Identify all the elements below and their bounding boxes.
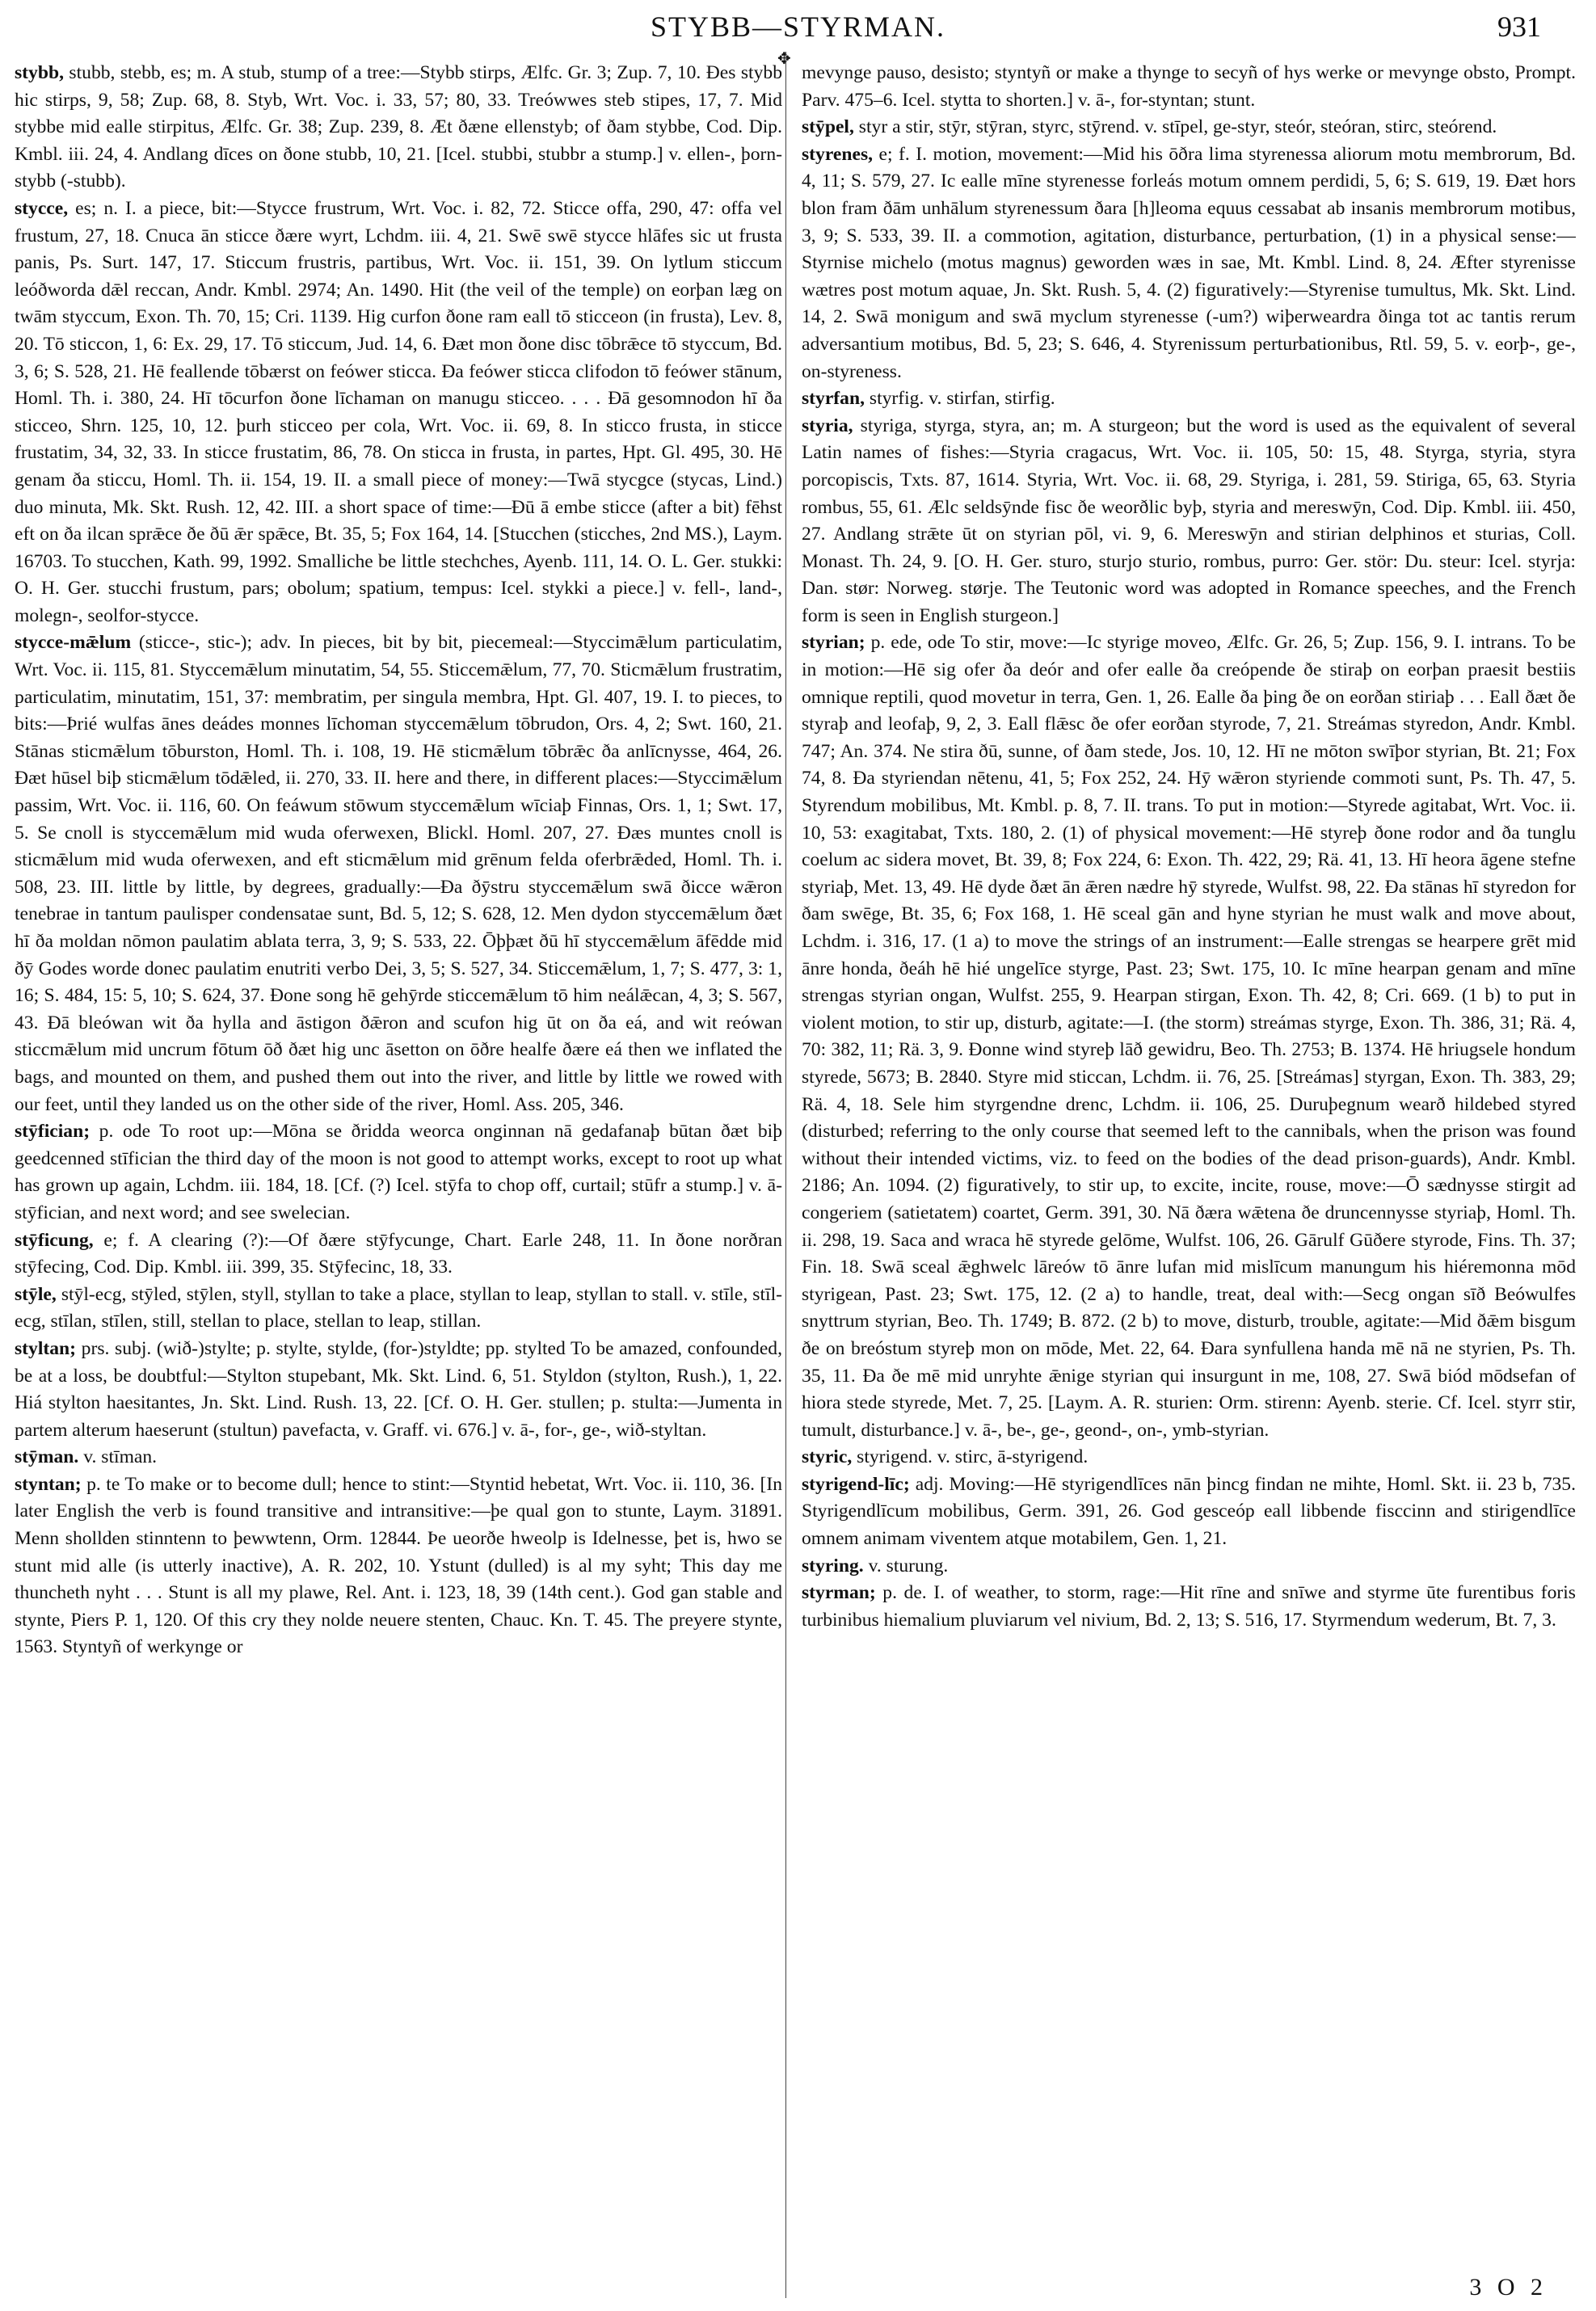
entry-headword: stȳle, [15,1283,57,1305]
dictionary-entry [802,1553,1576,1581]
entry-headword: styrman; [802,1582,876,1604]
column-divider-ornament: ✥ [777,50,791,68]
dictionary-entry [802,1580,1576,1634]
entry-headword: styrian; [802,632,865,654]
dictionary-entry [15,1227,782,1282]
dictionary-entry [15,196,782,630]
entry-body: styrigend. v. stirc, ā-styrigend. [852,1446,1089,1468]
dictionary-entry [802,629,1576,1444]
dictionary-entry [15,60,782,196]
entry-headword: stȳfician; [15,1121,91,1143]
entry-body: mevynge pauso, desisto; styntyñ or make a thynge to secyñ of hys werke or mevynge obsto, Prompt. Parv. 475–6. Icel. stytta to shorten.] v. ā-, for-styntan; stunt. [802,62,1576,111]
entry-body: styriga, styrga, styra, an; m. A sturgeon; but the word is used as the equivalent of several Latin names of fishes:—Styria cragacus, Wrt. Voc. ii. 105, 50: 15, 48. Styrga, styria, styra porcopiscis, Txts. 87, 1614. Styria, Wrt. Voc. ii. 68, 29. Styriga, i. 281, 59. Stiriga, 65, 63. Styria rombus, 55, 61. Ælc seldsȳnde fisc ðe weorðlic byþ, styria and mereswȳn, Cod. Dip. Kmbl. iii. 450, 27. Andlang strǣte ūt on styrian pōl, vi. 9, 6. Mereswȳn and stirian delphinos et sturias, Coll. Monast. Th. 24, 9. [O. H. Ger. sturo, sturjo sturio, rombus, purro: Ger. stör: Du. steur: Icel. styrja: Dan. stør: Norweg. størje. The Teutonic word was adopted in Romance speeches, and the French form is seen in English sturgeon.] [802,415,1576,626]
dictionary-entry [802,141,1576,385]
entry-body: styr a stir, stȳr, stȳran, styrc, stȳrend. v. stīpel, ge-styr, steór, steóran, stirc, steórend. [853,116,1497,138]
entry-body: prs. subj. (wið-)stylte; p. stylte, stylde, (for-)styldte; pp. stylted To be amazed, confounded, be at a loss, be doubtful:—Stylton stupebant, Mk. Skt. Lind. 6, 51. Styldon (stylton, Rush.), 1, 22. Hiá stylton haesitantes, Jn. Skt. Lind. Rush. 13, 22. [Cf. O. H. Ger. stullen; p. stulta:—Jumenta in partem alterum haeserunt (stultun) pavefacta, v. Graff. vi. 676.] v. ā-, for-, ge-, wið-styltan. [15,1337,782,1441]
entry-headword: styrfan, [802,388,865,410]
page-number: 931 [1497,11,1541,43]
dictionary-entry [15,1336,782,1444]
entry-headword: styria, [802,415,853,436]
entry-headword: styrenes, [802,143,874,165]
dictionary-entry [802,413,1576,630]
dictionary-entry [15,1282,782,1336]
column-divider [785,52,786,2298]
page-title: STYBB—STYRMAN. [650,11,946,43]
dictionary-entry [15,1471,782,1661]
dictionary-entry [15,1444,782,1471]
entry-headword: stȳman. [15,1446,79,1468]
left-column [15,60,782,2298]
entry-body: v. stīman. [78,1446,158,1468]
dictionary-entry [802,60,1576,114]
dictionary-entry [802,1471,1576,1553]
entry-headword: stycce, [15,197,69,219]
entry-body: styrfig. v. stirfan, stirfig. [864,388,1055,410]
entry-headword: stȳficung, [15,1229,94,1251]
dictionary-entry [802,385,1576,413]
entry-headword: styric, [802,1446,853,1468]
entry-headword: styring. [802,1555,864,1576]
entry-body: p. ede, ode To stir, move:—Ic styrige moveo, Ælfc. Gr. 26, 5; Zup. 156, 9. I. intrans. To be in motion:—Hē sig ofer ða deór and ofer ealle ða creópende ðe stiraþ on eorþan praesit bestiis omnique reptili, quod movetur in terra, Gen. 1, 26. Ealle ða þing ðe on eorðan stiriaþ . . . Eall ðæt ðe styraþ and leofaþ, 9, 2, 3. Eall flǣsc ðe ofer eorðan styrode, 7, 21. Streámas styredon, Andr. Kmbl. 747; An. 374. Ne stira ðū, sunne, of ðam stede, Jos. 10, 12. Hī ne mōton swīþor styrian, Bt. 21; Fox 74, 8. Ða styriendan nētenu, 41, 5; Fox 252, 24. Hȳ wǣron styriende commoti sunt, Ps. Th. 47, 5. Styrendum mobilibus, Mt. Kmbl. p. 8, 7. II. trans. To put in motion:—Styrede agitabat, Wrt. Voc. ii. 10, 53: exagitabat, Txts. 180, 2. (1) of physical movement:—Hē styreþ ðone rodor and ða tunglu coelum ac sidera movet, Bt. 39, 8; Fox 224, 6: Exon. Th. 422, 29; Rä. 41, 13. Hī heora āgene stefne styriaþ, Met. 13, 49. Hē dyde ðæt ān ǣren nædre hȳ styrede, Wulfst. 98, 22. Ða stānas hī styredon for ðam swēge, Bt. 35, 6; Fox 168, 1. Hē sceal gān and hyne styrian he must walk and move about, Lchdm. i. 316, 17. (1 a) to move the strings of an instrument:—Ealle strengas se hearpere grēt mid ānre honda, ðeáh hē hié ungelīce styrge, Past. 23; Swt. 175, 10. Ic mīne hearpan genam and mīne strengas styrian ongan, Wulfst. 255, 9. Hearpan stirgan, Exon. Th. 42, 8; Cri. 669. (1 b) to put in violent motion, to stir up, disturb, agitate:—I. (the storm) streámas styrge, Exon. Th. 386, 31; Rä. 4, 70: 382, 11; Rä. 3, 9. Ðonne wind styreþ lāð gewidru, Beo. Th. 2753; B. 1374. Hē hriugsele hondum styrede, 5673; B. 2840. Styre mid sticcan, Lchdm. ii. 76, 25. [Streámas] styrgan, Exon. Th. 383, 29; Rä. 4, 18. Sele him styrgendne drenc, Lchdm. ii. 106, 25. Duruþegnum wearð hildebed styred (disturbed; referring to the only course that seemed left to the cannibals, when the prison was found without their intended victims, viz. to feed on the bodies of the dead prison-guards), Andr. Kmbl. 2186; An. 1094. (2) figuratively, to stir up, to excite, incite, rouse, move:—Ō sædnysse stirgit ad congeriem (satietatem) coartet, Germ. 391, 30. Nā ðæra wǣtena ðe druncennysse styriaþ, Homl. Th. ii. 298, 19. Saca and wraca hē styrede gelōme, Wulfst. 106, 26. Gārulf Gūðere styrode, Fins. Th. 37; Fin. 18. Swā sceal ǣghwelc lāreów tō ānre lufan mid mislīcum manungum his hiéremonna mōd styrigean, Past. 23; Swt. 175, 12. (2 a) to handle, treat, deal with:—Secg ongan sīð Beówulfes snyttrum styrian, Beo. Th. 1749; B. 872. (2 b) to move, disturb, trouble, agitate:—Mid ðǣm bisgum ðe on breóstum styreþ mon on mōde, Met. 22, 64. Ðara synfullena handa mē nā ne styrien, Ps. Th. 35, 11. Ða ðe mē mid unryhte ǣnige styrian qui insurgunt in me, 108, 27. Swā biód mōdsefan of hiora stede styrede, Met. 7, 25. [Laym. A. R. sturien: Orm. stirenn: Ayenb. sterie. Cf. Icel. styrr stir, tumult, disturbance.] v. ā-, be-, ge-, geond-, on-, ymb-styrian. [802,632,1576,1441]
running-head [0,0,1596,48]
entry-headword: styrigend-līc; [802,1473,910,1495]
right-column [802,60,1576,2298]
entry-headword: styntan; [15,1473,82,1495]
dictionary-entry [802,114,1576,141]
dictionary-entry [802,1444,1576,1471]
entry-body: e; f. I. motion, movement:—Mid his ōðra lima styrenessa aliorum motu membrorum, Bd. 4, 11; S. 579, 27. Ic ealle mīne styrenesse forleás motum omnem perdidi, 5, 6; S. 619, 19. Ðæt hors blon fram ðām unhālum styrenessum ðara [h]leoma equus cessabat ab insanis membrorum motibus, 3, 9; S. 533, 39. II. a commotion, agitation, disturbance, perturbation, (1) in a physical sense:—Styrnise michelo (motus magnus) geworden wæs in sae, Mt. Kmbl. Lind. 8, 24. Æfter styrenisse wætres post motum aquae, Jn. Skt. Rush. 5, 4. (2) figuratively:—Styrenise tumultus, Mk. Skt. Lind. 14, 2. Swā monigum and swā myclum styrenesse (-um?) wiþerweardra ðinga tot ac tantis rerum adversantium motibus, Bd. 5, 23; S. 646, 4. Styrenissum perturbationibus, Rtl. 59, 5. v. eorþ-, ge-, on-styreness. [802,143,1576,382]
entry-body: e; f. A clearing (?):—Of ðære stȳfycunge, Chart. Earle 248, 11. In ðone norðran stȳfecing, Cod. Dip. Kmbl. iii. 399, 35. Stȳfecinc, 18, 33. [15,1229,782,1278]
entry-body: adj. Moving:—Hē styrigendlīces nān þincg findan ne mihte, Homl. Skt. ii. 23 b, 735. Styrigendlīcum mobilibus, Germ. 391, 26. God gesceóp eall libbende fisccinn and stirigendlīce omnem animam viventem atque motabilem, Gen. 1, 21. [802,1473,1576,1550]
entry-body: p. de. I. of weather, to storm, rage:—Hit rīne and snīwe and styrme ūte furentibus foris turbinibus hiemalium pluviarum vel nivium, Bd. 2, 13; S. 516, 17. Styrmendum wederum, Bt. 7, 3. [802,1582,1576,1631]
dictionary-entry [15,629,782,1118]
entry-body: p. ode To root up:—Mōna se ðridda weorca onginnan nā gedafanaþ būtan ðæt biþ geedcenned stīfician the third day of the moon is not good to attempt works, except to root up what has grown up again, Lchdm. iii. 184, 18. [Cf. (?) Icel. stȳfa to chop off, curtail; stūfr a stump.] v. ā-stȳfician, and next word; and see swelecian. [15,1121,782,1223]
entry-headword: stybb, [15,62,64,83]
entry-headword: stȳpel, [802,116,854,138]
dictionary-entry [15,1118,782,1227]
entry-body: stubb, stebb, es; m. A stub, stump of a tree:—Stybb stirps, Ælfc. Gr. 3; Zup. 7, 10. Ðes stybb hic stirps, 9, 58; Zup. 68, 8. Styb, Wrt. Voc. i. 33, 57; 80, 33. Treówwes steb stipes, 17, 7. Mid stybbe mid ealle stirpitus, Ælfc. Gr. 38; Zup. 239, 8. Æt ðæne ellenstyb; of ðam stybbe, Cod. Dip. Kmbl. iii. 24, 4. Andlang dīces on ðone stubb, 10, 21. [Icel. stubbi, stubbr a stump.] v. ellen-, þorn-stybb (-stubb). [15,62,782,192]
entry-headword: styltan; [15,1337,77,1359]
entry-headword: stycce-mǣlum [15,632,132,654]
entry-body: stȳl-ecg, stȳled, stȳlen, styll, styllan to take a place, styllan to leap, styllan to stall. v. stīle, stīl-ecg, stīlan, stīlen, still, stellan to place, stellan to leap, stillan. [15,1283,782,1332]
entry-body: v. sturung. [863,1555,949,1576]
entry-body: (sticce-, stic-); adv. In pieces, bit by bit, piecemeal:—Styccimǣlum particulatim, Wrt. Voc. ii. 115, 81. Styccemǣlum minutatim, 54, 55. Sticcemǣlum, 77, 70. Sticmǣlum frustratim, particulatim, minutatim, 151, 37: membratim, per singula membra, Hpt. Gl. 407, 19. I. to pieces, to bits:—Þrié wulfas ānes deádes monnes līchoman styccemǣlum tōbrudon, Ors. 4, 2; Swt. 160, 21. Stānas sticmǣlum tōburston, Homl. Th. i. 108, 19. Hē sticmǣlum tōbrǣc ða anlīcnysse, 464, 26. Ðæt hūsel biþ sticmǣlum tōdǣled, ii. 270, 33. II. here and there, in different places:—Styccimǣlum passim, Wrt. Voc. ii. 116, 60. On feáwum stōwum styccemǣlum wīciaþ Finnas, Ors. 1, 1; Swt. 17, 5. Se cnoll is styccemǣlum mid wuda oferwexen, Blickl. Homl. 207, 27. Ðæs muntes cnoll is sticmǣlum mid wuda oferwexen, and eft sticmǣlum mid grēnum felda oferbrǣded, Homl. Th. i. 508, 23. III. little by little, by degrees, gradually:—Ða ðȳstru styccemǣlum swā ðicce wǣron tenebrae in tantum paulisper condensatae sunt, Bd. 5, 12; S. 628, 12. Men dydon styccemǣlum ðæt hī ða moldan nōmon paulatim ablata terra, 3, 9; S. 533, 22. Ōþþæt ðū hī styccemǣlum āfēdde mid ðȳ Godes worde donec paulatim enutriti verbo Dei, 3, 5; S. 527, 34. Sticcemǣlum, 1, 7; S. 477, 3: 1, 16; S. 484, 15: 5, 10; S. 624, 37. Ðone song hē gehȳrde sticcemǣlum tō him neálǣcan, 4, 3; S. 567, 43. Ðā bleówan wit ða hylla and āstigon ðǣron and scufon hig ūt on ða eá, and wit reówan sticcmǣlum mid uncrum fōtum ōð ðæt hig unc āsetton on ōðre healfe ðære eá then we inflated the bags, and mounted on them, and pushed them out into the river, and little by little we rowed with our feet, until they landed us on the other side of the river, Homl. Ass. 205, 346. [15,632,782,1115]
printer-signature: 3 O 2 [1469,2274,1548,2300]
entry-body: es; n. I. a piece, bit:—Stycce frustrum, Wrt. Voc. i. 82, 72. Sticce offa, 290, 47: offa vel frustum, 27, 18. Cnuca ān sticce ðære wyrt, Lchdm. iii. 4, 21. Swē swē stycce hlāfes sic ut frusta panis, Ps. Surt. 147, 17. Sticcum frustris, partibus, Wrt. Voc. ii. 151, 39. On lytlum sticcum leóðworda dǣl reccan, Andr. Kmbl. 2974; An. 1490. Hit (the veil of the temple) on eorþan læg on twām styccum, Exon. Th. 70, 15; Cri. 1139. Hig curfon ðone ram eall tō sticceon (in frusta), Lev. 8, 20. Tō sticcon, 1, 6: Ex. 29, 17. Tō sticcum, Jud. 14, 6. Ðæt mon ðone disc tōbrǣce tō styccum, Bd. 3, 6; S. 528, 21. Hē feallende tōbærst on feówer sticca. Ða feówer sticca clifodon tō feówer stānum, Homl. Th. i. 380, 24. Hī tōcurfon ðone līchaman on manugu sticceo. . . . Ðā gesomnodon hī ða sticceo, Shrn. 125, 10, 12. þurh sticceo per cola, Wrt. Voc. ii. 69, 8. In sticco frusta, in sticce frustatim, 34, 32, 33. In sticce frustatim, 86, 78. On sticca in frusta, in partes, Hpt. Gl. 495, 30. Hē genam ða sticcu, Homl. Th. ii. 154, 19. II. a small piece of money:—Twā stycgce (stycas, Lind.) duo minuta, Mk. Skt. Rush. 12, 42. III. a short space of time:—Ðū ā embe sticce (after a bit) fēhst eft on ða ilcan sprǣce ðe ðū ǣr spǣce, Bt. 35, 5; Fox 164, 14. [Stucchen (sticches, 2nd MS.), Laym. 16703. To stucchen, Kath. 99, 1992. Smalliche be little stechches, Ayenb. 111, 14. O. L. Ger. stukki: O. H. Ger. stucchi frustum, pars; obolum; spatium, tempus: Icel. stykki a piece.] v. fell-, land-, molegn-, seolfor-stycce. [15,197,782,626]
entry-body: p. te To make or to become dull; hence to stint:—Styntid hebetat, Wrt. Voc. ii. 110, 36. [In later English the verb is found transitive and intransitive:—þe qual gon to stunte, Laym. 31891. Menn shollden stinntenn to þewwtenn, Orm. 12844. Þe ueorðe hweolp is Idelnesse, þet is, hwo se stunt mid alle (is utterly inactive), A. R. 202, 10. Ystunt (dulled) is al my syht; This day me thuncheth nyht . . . Stunt is all my plawe, Rel. Ant. i. 123, 18, 39 (14th cent.). God gan stable and stynte, Piers P. 1, 120. Of this cry they nolde neuere stenten, Chauc. Kn. T. 45. The preyere stynte, 1563. Styntyñ of werkynge or [15,1473,782,1658]
